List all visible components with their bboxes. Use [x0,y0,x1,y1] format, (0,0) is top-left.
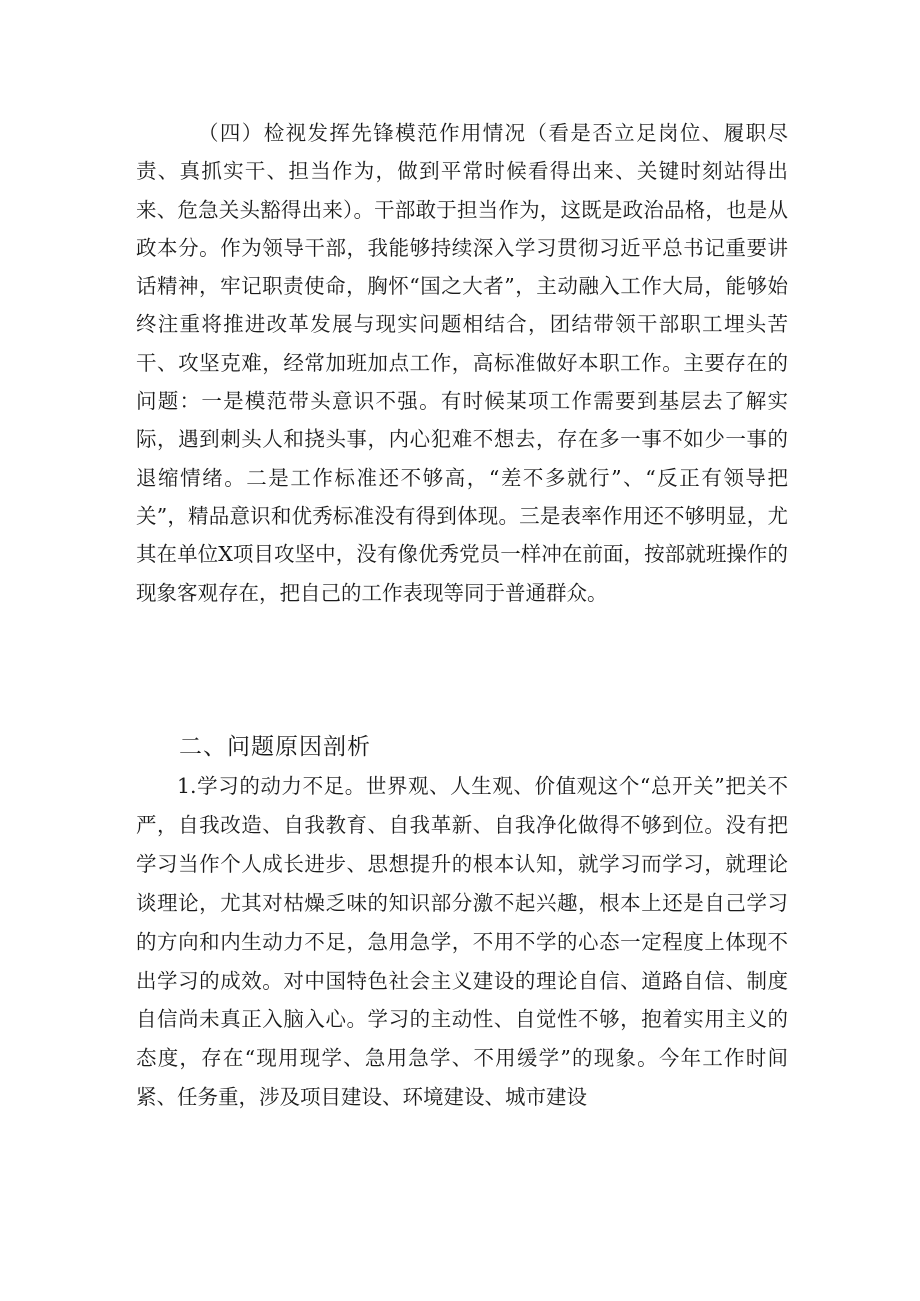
paragraph-learning-motivation: 1.学习的动力不足。世界观、人生观、价值观这个“总开关”把关不严，自我改造、自我教育、自我革新、自我净化做得不够到位。没有把学习当作个人成长进步、思想提升的根本认知，就学习而学习，就理论谈理论，尤其对枯燥乏味的知识部分激不起兴趣，根本上还是自己学习的方向和内生动力不足，急用急学，不用不学的心态一定程度上体现不出学习的成效。对中国特色社会主义建设的理论自信、道路自信、制度自信尚未真正入脑入心。学习的主动性、自觉性不够，抱着实用主义的态度，存在“现用现学、急用急学、不用缓学”的现象。今年工作时间紧、任务重，涉及项目建设、环境建设、城市建设 [136,774,788,1110]
section-heading-cause-analysis: 二、问题原因剖析 [179,734,371,760]
paragraph-vanguard-role-review: （四）检视发挥先锋模范作用情况（看是否立足岗位、履职尽责、真抓实干、担当作为，做到平常时候看得出来、关键时刻站得出来、危急关头豁得出来）。干部敢于担当作为，这既是政治品格，也是从政本分。作为领导干部，我能够持续深入学习贯彻习近平总书记重要讲话精神，牢记职责使命，胸怀“国之大者”，主动融入工作大局，能够始终注重将推进改革发展与现实问题相结合，团结带领干部职工埋头苦干、攻坚克难，经常加班加点工作，高标准做好本职工作。主要存在的问题：一是模范带头意识不强。有时候某项工作需要到基层去了解实际，遇到刺头人和挠头事，内心犯难不想去，存在多一事不如少一事的退缩情绪。二是工作标准还不够高，“差不多就行”、“反正有领导把关”，精品意识和优秀标准没有得到体现。三是表率作用还不够明显，尤其在单位X项目攻坚中，没有像优秀党员一样冲在前面，按部就班操作的现象客观存在，把自己的工作表现等同于普通群众。 [136,121,788,605]
